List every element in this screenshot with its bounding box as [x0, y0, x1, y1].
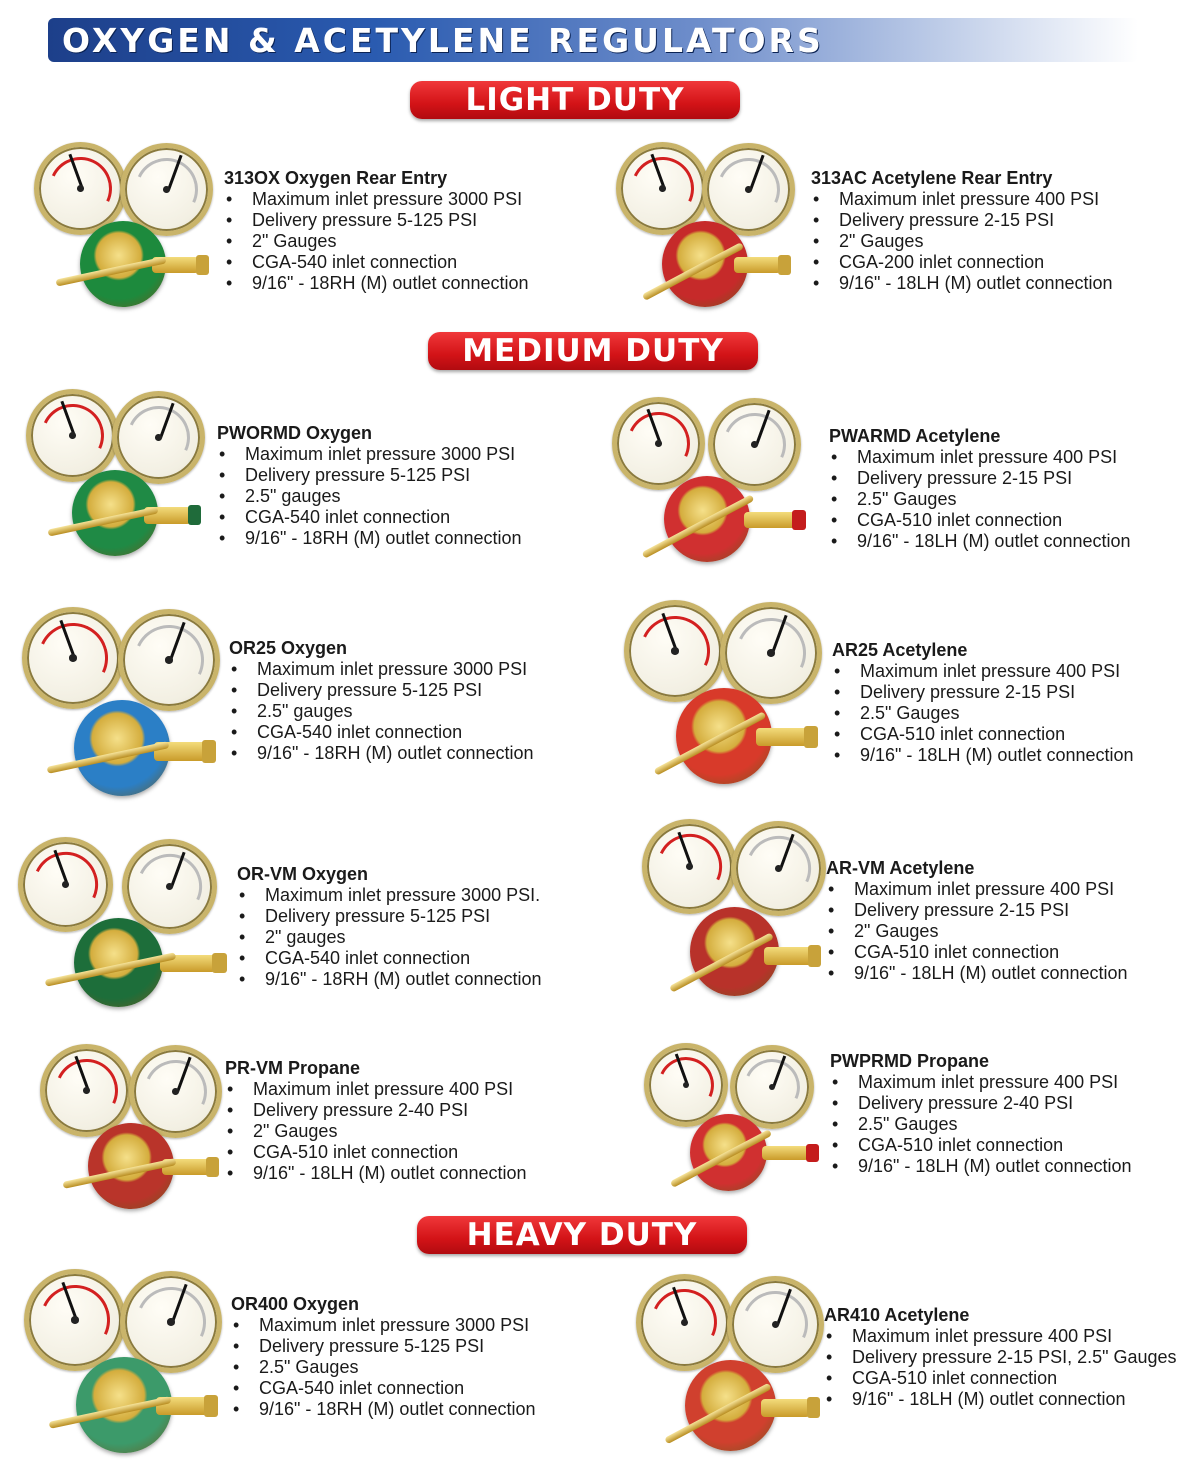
- spec-item: • 9/16" - 18RH (M) outlet connection: [237, 969, 542, 990]
- spec-item: • 2" gauges: [237, 927, 542, 948]
- spec-item: • 2.5" Gauges: [830, 1114, 1132, 1135]
- pressure-gauge-icon: [118, 609, 220, 711]
- product-or400: [231, 1294, 536, 1420]
- spec-item: • 2" Gauges: [225, 1121, 527, 1142]
- spec-item: • Maximum inlet pressure 3000 PSI: [231, 1315, 536, 1336]
- product-title: OR-VM Oxygen: [237, 864, 369, 884]
- section-heavy-duty: HEAVY DUTY: [417, 1216, 747, 1254]
- spec-item: • Maximum inlet pressure 400 PSI: [830, 1072, 1132, 1093]
- product-ar25: [832, 640, 1134, 766]
- spec-item: • 9/16" - 18RH (M) outlet connection: [217, 528, 522, 549]
- spec-item: • 9/16" - 18LH (M) outlet connection: [829, 531, 1131, 552]
- spec-list: [229, 659, 534, 764]
- regulator-photo: [608, 393, 808, 573]
- fitting-cap-icon: [804, 726, 818, 748]
- fitting-cap-icon: [188, 505, 201, 525]
- spec-item: • 2.5" gauges: [229, 701, 534, 722]
- regulator-photo: [22, 385, 202, 570]
- product-ar-vm: [826, 858, 1128, 984]
- spec-item: • Maximum inlet pressure 3000 PSI: [217, 444, 522, 465]
- pressure-gauge-icon: [731, 821, 826, 916]
- product-title: 313AC Acetylene Rear Entry: [811, 168, 1053, 188]
- spec-item: • Delivery pressure 2-15 PSI: [832, 682, 1134, 703]
- spec-item: • Maximum inlet pressure 400 PSI: [832, 661, 1134, 682]
- spec-item: • 2.5" gauges: [217, 486, 522, 507]
- spec-item: • CGA-510 inlet connection: [826, 942, 1128, 963]
- spec-list: [225, 1079, 527, 1184]
- pressure-gauge-icon: [122, 839, 217, 934]
- spec-item: • 2.5" Gauges: [832, 703, 1134, 724]
- outlet-fitting-icon: [761, 1399, 810, 1417]
- section-light-duty: LIGHT DUTY: [410, 81, 740, 119]
- outlet-fitting-icon: [734, 257, 781, 273]
- spec-item: • CGA-510 inlet connection: [832, 724, 1134, 745]
- pressure-gauge-icon: [26, 389, 119, 482]
- regulator-photo: [36, 1040, 221, 1220]
- outlet-fitting-icon: [764, 947, 812, 965]
- spec-item: • 9/16" - 18LH (M) outlet connection: [811, 273, 1113, 294]
- pressure-gauge-icon: [24, 1269, 126, 1371]
- spec-item: • 2" Gauges: [811, 231, 1113, 252]
- outlet-fitting-icon: [762, 1146, 809, 1160]
- spec-item: • Maximum inlet pressure 400 PSI: [829, 447, 1131, 468]
- pressure-gauge-icon: [612, 397, 705, 490]
- product-title: AR-VM Acetylene: [826, 858, 975, 878]
- spec-item: • CGA-540 inlet connection: [229, 722, 534, 743]
- regulator-photo: [14, 833, 229, 1018]
- spec-item: • CGA-510 inlet connection: [830, 1135, 1132, 1156]
- spec-item: • 9/16" - 18RH (M) outlet connection: [229, 743, 534, 764]
- regulator-photo: [638, 815, 823, 1015]
- spec-list: [237, 885, 542, 990]
- spec-item: • Delivery pressure 2-15 PSI: [826, 900, 1128, 921]
- fitting-cap-icon: [206, 1157, 219, 1177]
- product-pwormd: [217, 423, 522, 549]
- fitting-cap-icon: [204, 1395, 218, 1417]
- spec-item: • Delivery pressure 5-125 PSI: [224, 210, 529, 231]
- spec-item: • 9/16" - 18LH (M) outlet connection: [824, 1389, 1177, 1410]
- spec-item: • Delivery pressure 2-40 PSI: [225, 1100, 527, 1121]
- pressure-gauge-icon: [636, 1274, 733, 1371]
- spec-item: • Delivery pressure 5-125 PSI: [229, 680, 534, 701]
- spec-item: • 9/16" - 18RH (M) outlet connection: [231, 1399, 536, 1420]
- product-pwprmd: [830, 1051, 1132, 1177]
- regulator-photo: [612, 138, 792, 318]
- pressure-gauge-icon: [642, 819, 737, 914]
- regulator-photo: [30, 138, 210, 318]
- product-title: PWPRMD Propane: [830, 1051, 990, 1071]
- pressure-gauge-icon: [18, 837, 113, 932]
- spec-item: • CGA-510 inlet connection: [829, 510, 1131, 531]
- fitting-cap-icon: [792, 510, 806, 530]
- outlet-fitting-icon: [756, 728, 808, 746]
- spec-item: • 2.5" Gauges: [231, 1357, 536, 1378]
- spec-item: • CGA-540 inlet connection: [237, 948, 542, 969]
- fitting-cap-icon: [807, 1397, 820, 1418]
- product-title: PWARMD Acetylene: [829, 426, 1001, 446]
- fitting-cap-icon: [806, 1144, 819, 1162]
- spec-item: • CGA-200 inlet connection: [811, 252, 1113, 273]
- spec-item: • 2" Gauges: [826, 921, 1128, 942]
- product-title: 313OX Oxygen Rear Entry: [224, 168, 448, 188]
- product-title: PR-VM Propane: [225, 1058, 361, 1078]
- spec-item: • Maximum inlet pressure 3000 PSI.: [237, 885, 542, 906]
- spec-item: • Maximum inlet pressure 400 PSI: [811, 189, 1113, 210]
- spec-item: • 9/16" - 18LH (M) outlet connection: [826, 963, 1128, 984]
- product-313ox: [224, 168, 529, 294]
- spec-list: [832, 661, 1134, 766]
- spec-list: [824, 1326, 1177, 1410]
- spec-item: • Delivery pressure 5-125 PSI: [231, 1336, 536, 1357]
- product-or25: [229, 638, 534, 764]
- spec-item: • Delivery pressure 2-15 PSI: [811, 210, 1113, 231]
- spec-item: • Delivery pressure 5-125 PSI: [217, 465, 522, 486]
- spec-list: [829, 447, 1131, 552]
- outlet-fitting-icon: [744, 512, 796, 528]
- pressure-gauge-icon: [727, 1276, 824, 1373]
- product-title: PWORMD Oxygen: [217, 423, 373, 443]
- product-title: AR410 Acetylene: [824, 1305, 970, 1325]
- pressure-gauge-icon: [624, 600, 726, 702]
- regulator-photo: [640, 1040, 820, 1200]
- spec-item: • Delivery pressure 2-15 PSI: [829, 468, 1131, 489]
- spec-item: • Maximum inlet pressure 400 PSI: [826, 879, 1128, 900]
- product-title: AR25 Acetylene: [832, 640, 968, 660]
- page-title: OXYGEN & ACETYLENE REGULATORS: [62, 21, 824, 60]
- spec-item: • Delivery pressure 2-15 PSI, 2.5" Gauges: [824, 1347, 1177, 1368]
- spec-list: [811, 189, 1113, 294]
- spec-item: • 2" Gauges: [224, 231, 529, 252]
- pressure-gauge-icon: [22, 607, 124, 709]
- regulator-photo: [620, 596, 820, 796]
- spec-item: • CGA-510 inlet connection: [824, 1368, 1177, 1389]
- product-pr-vm: [225, 1058, 527, 1184]
- spec-item: • Delivery pressure 5-125 PSI: [237, 906, 542, 927]
- spec-item: • 9/16" - 18LH (M) outlet connection: [830, 1156, 1132, 1177]
- product-ar410: [824, 1305, 1177, 1410]
- spec-item: • Maximum inlet pressure 400 PSI: [225, 1079, 527, 1100]
- spec-item: • 9/16" - 18RH (M) outlet connection: [224, 273, 529, 294]
- regulator-photo: [18, 603, 218, 813]
- product-pwarmd: [829, 426, 1131, 552]
- spec-list: [826, 879, 1128, 984]
- fitting-cap-icon: [196, 255, 209, 275]
- pressure-gauge-icon: [112, 391, 205, 484]
- spec-item: • Maximum inlet pressure 400 PSI: [824, 1326, 1177, 1347]
- regulator-photo: [632, 1270, 822, 1465]
- section-medium-duty: MEDIUM DUTY: [428, 332, 758, 370]
- fitting-cap-icon: [808, 945, 821, 967]
- spec-list: [224, 189, 529, 294]
- product-313ac: [811, 168, 1113, 294]
- spec-item: • 2.5" Gauges: [829, 489, 1131, 510]
- spec-item: • Delivery pressure 2-40 PSI: [830, 1093, 1132, 1114]
- spec-item: • Maximum inlet pressure 3000 PSI: [224, 189, 529, 210]
- spec-item: • 9/16" - 18LH (M) outlet connection: [832, 745, 1134, 766]
- regulator-photo: [20, 1265, 220, 1465]
- spec-item: • 9/16" - 18LH (M) outlet connection: [225, 1163, 527, 1184]
- spec-list: [231, 1315, 536, 1420]
- product-or-vm: [237, 864, 542, 990]
- spec-item: • CGA-540 inlet connection: [231, 1378, 536, 1399]
- header-banner: [48, 18, 1138, 62]
- spec-list: [830, 1072, 1132, 1177]
- spec-item: • CGA-510 inlet connection: [225, 1142, 527, 1163]
- fitting-cap-icon: [202, 740, 216, 763]
- spec-list: [217, 444, 522, 549]
- product-title: OR25 Oxygen: [229, 638, 348, 658]
- spec-item: • Maximum inlet pressure 3000 PSI: [229, 659, 534, 680]
- spec-item: • CGA-540 inlet connection: [224, 252, 529, 273]
- spec-item: • CGA-540 inlet connection: [217, 507, 522, 528]
- pressure-gauge-icon: [708, 398, 801, 491]
- pressure-gauge-icon: [40, 1044, 133, 1137]
- pressure-gauge-icon: [644, 1043, 728, 1127]
- fitting-cap-icon: [212, 953, 227, 973]
- product-title: OR400 Oxygen: [231, 1294, 360, 1314]
- fitting-cap-icon: [778, 255, 791, 275]
